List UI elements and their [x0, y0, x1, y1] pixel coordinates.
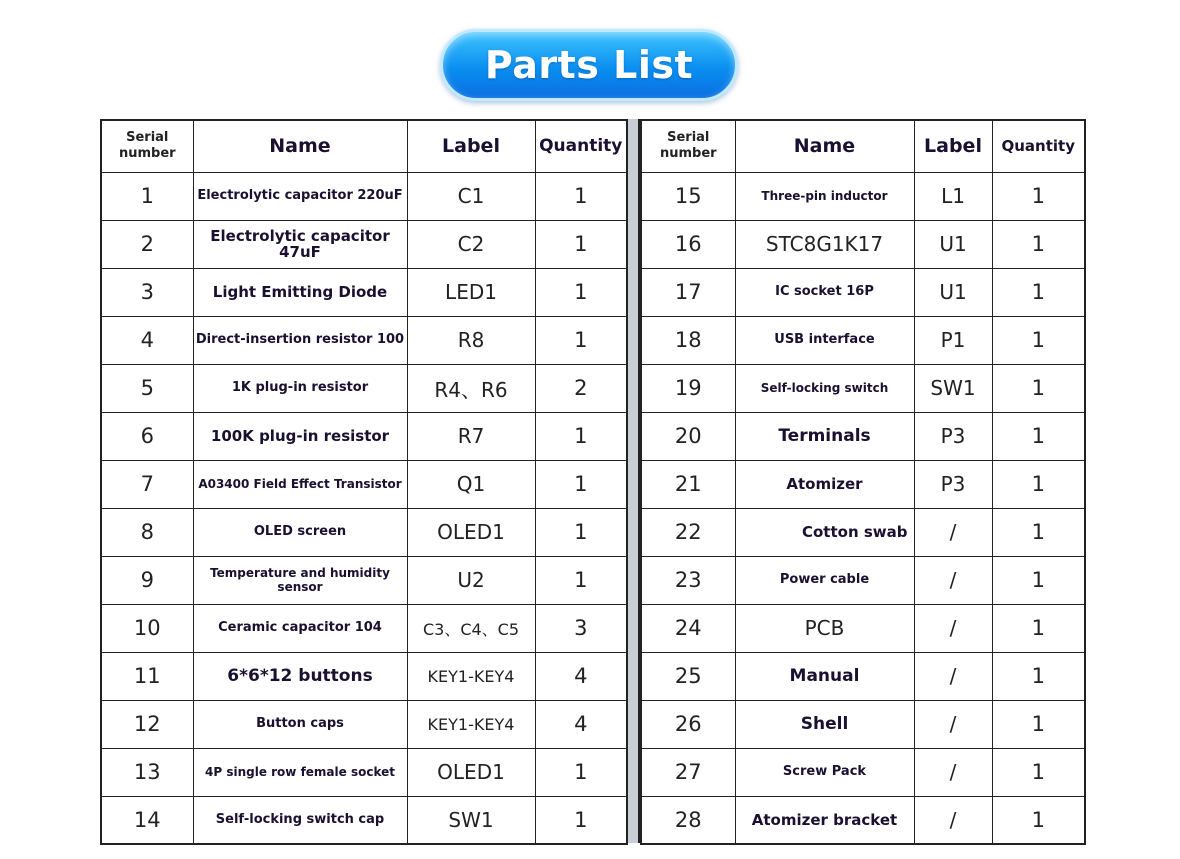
quantity-cell: 1 [992, 556, 1085, 604]
serial-cell: 1 [101, 172, 193, 220]
table-row [641, 604, 1085, 652]
table-row [101, 268, 627, 316]
quantity-cell: 1 [535, 460, 627, 508]
name-cell: Manual [735, 652, 914, 700]
name-cell: 100K plug-in resistor [193, 412, 407, 460]
table-row [641, 556, 1085, 604]
table-row [101, 700, 627, 748]
serial-cell: 27 [641, 748, 735, 796]
name-cell: Terminals [735, 412, 914, 460]
column-divider [626, 119, 640, 843]
table-header-row [101, 120, 627, 172]
quantity-cell: 1 [535, 172, 627, 220]
name-cell: Screw Pack [735, 748, 914, 796]
name-cell: STC8G1K17 [735, 220, 914, 268]
header-serial-number: Serial number [101, 120, 193, 172]
quantity-cell: 1 [992, 652, 1085, 700]
serial-cell: 13 [101, 748, 193, 796]
label-cell: U1 [914, 268, 992, 316]
quantity-cell: 1 [992, 316, 1085, 364]
name-cell: Three-pin inductor [735, 172, 914, 220]
serial-cell: 21 [641, 460, 735, 508]
header-label: Label [407, 120, 535, 172]
label-cell: / [914, 508, 992, 556]
serial-cell: 4 [101, 316, 193, 364]
quantity-cell: 1 [535, 220, 627, 268]
quantity-cell: 1 [992, 220, 1085, 268]
quantity-cell: 1 [992, 700, 1085, 748]
serial-cell: 25 [641, 652, 735, 700]
header-name: Name [735, 120, 914, 172]
name-cell: OLED screen [193, 508, 407, 556]
label-cell: U1 [914, 220, 992, 268]
name-cell: PCB [735, 604, 914, 652]
label-cell: L1 [914, 172, 992, 220]
table-row [101, 748, 627, 796]
quantity-cell: 1 [992, 412, 1085, 460]
table-row [641, 652, 1085, 700]
title-banner [440, 29, 738, 101]
serial-cell: 15 [641, 172, 735, 220]
label-cell: OLED1 [407, 508, 535, 556]
label-cell: P3 [914, 460, 992, 508]
quantity-cell: 2 [535, 364, 627, 412]
label-cell: / [914, 700, 992, 748]
serial-cell: 2 [101, 220, 193, 268]
serial-cell: 7 [101, 460, 193, 508]
table-row [101, 460, 627, 508]
serial-cell: 8 [101, 508, 193, 556]
label-cell: / [914, 652, 992, 700]
name-cell: Shell [735, 700, 914, 748]
name-cell: 1K plug-in resistor [193, 364, 407, 412]
serial-cell: 6 [101, 412, 193, 460]
table-row [101, 652, 627, 700]
quantity-cell: 1 [535, 556, 627, 604]
label-cell: OLED1 [407, 748, 535, 796]
table-header-row [641, 120, 1085, 172]
label-cell: P3 [914, 412, 992, 460]
name-cell: Power cable [735, 556, 914, 604]
quantity-cell: 1 [535, 412, 627, 460]
quantity-cell: 1 [992, 508, 1085, 556]
table-row [641, 364, 1085, 412]
parts-table-right [640, 119, 1086, 845]
name-cell: Self-locking switch cap [193, 796, 407, 844]
serial-cell: 19 [641, 364, 735, 412]
header-label: Label [914, 120, 992, 172]
label-cell: LED1 [407, 268, 535, 316]
table-row [641, 316, 1085, 364]
table-row [641, 220, 1085, 268]
name-cell: USB interface [735, 316, 914, 364]
table-row [641, 268, 1085, 316]
serial-cell: 24 [641, 604, 735, 652]
serial-cell: 9 [101, 556, 193, 604]
table-row [101, 364, 627, 412]
name-cell: A03400 Field Effect Transistor [193, 460, 407, 508]
quantity-cell: 3 [535, 604, 627, 652]
quantity-cell: 1 [535, 796, 627, 844]
label-cell: R4、R6 [407, 364, 535, 412]
serial-cell: 5 [101, 364, 193, 412]
serial-cell: 23 [641, 556, 735, 604]
label-cell: Q1 [407, 460, 535, 508]
table-row [101, 412, 627, 460]
parts-table-left [100, 119, 628, 845]
quantity-cell: 1 [992, 748, 1085, 796]
table-row [101, 556, 627, 604]
label-cell: R8 [407, 316, 535, 364]
name-cell: Ceramic capacitor 104 [193, 604, 407, 652]
header-name: Name [193, 120, 407, 172]
header-quantity: Quantity [535, 120, 627, 172]
serial-cell: 10 [101, 604, 193, 652]
quantity-cell: 4 [535, 652, 627, 700]
page-title: Parts List [484, 43, 694, 87]
label-cell: C3、C4、C5 [407, 604, 535, 652]
name-cell: Electrolytic capacitor 220uF [193, 172, 407, 220]
name-cell: 6*6*12 buttons [193, 652, 407, 700]
label-cell: / [914, 796, 992, 844]
quantity-cell: 1 [992, 460, 1085, 508]
name-cell: Button caps [193, 700, 407, 748]
serial-cell: 3 [101, 268, 193, 316]
quantity-cell: 4 [535, 700, 627, 748]
label-cell: / [914, 748, 992, 796]
serial-cell: 22 [641, 508, 735, 556]
serial-cell: 11 [101, 652, 193, 700]
name-cell: Atomizer bracket [735, 796, 914, 844]
name-cell: Electrolytic capacitor 47uF [193, 220, 407, 268]
name-cell: Atomizer [735, 460, 914, 508]
table-row [101, 220, 627, 268]
label-cell: C2 [407, 220, 535, 268]
label-cell: / [914, 604, 992, 652]
serial-cell: 16 [641, 220, 735, 268]
label-cell: KEY1-KEY4 [407, 700, 535, 748]
label-cell: P1 [914, 316, 992, 364]
table-row [101, 508, 627, 556]
header-quantity: Quantity [992, 120, 1085, 172]
quantity-cell: 1 [992, 796, 1085, 844]
name-cell: Temperature and humidity sensor [193, 556, 407, 604]
quantity-cell: 1 [535, 316, 627, 364]
serial-cell: 18 [641, 316, 735, 364]
serial-cell: 26 [641, 700, 735, 748]
quantity-cell: 1 [992, 604, 1085, 652]
label-cell: SW1 [914, 364, 992, 412]
label-cell: KEY1-KEY4 [407, 652, 535, 700]
table-row [101, 604, 627, 652]
name-cell: Light Emitting Diode [193, 268, 407, 316]
table-row [641, 172, 1085, 220]
table-row [101, 316, 627, 364]
table-row [641, 700, 1085, 748]
table-row [641, 748, 1085, 796]
serial-cell: 14 [101, 796, 193, 844]
label-cell: SW1 [407, 796, 535, 844]
label-cell: / [914, 556, 992, 604]
table-row [641, 796, 1085, 844]
parts-list-tables [100, 119, 1084, 843]
label-cell: U2 [407, 556, 535, 604]
table-row [101, 172, 627, 220]
quantity-cell: 1 [992, 364, 1085, 412]
table-row [641, 508, 1085, 556]
label-cell: R7 [407, 412, 535, 460]
table-row [641, 412, 1085, 460]
name-cell: IC socket 16P [735, 268, 914, 316]
name-cell: Self-locking switch [735, 364, 914, 412]
quantity-cell: 1 [992, 268, 1085, 316]
name-cell: 4P single row female socket [193, 748, 407, 796]
serial-cell: 17 [641, 268, 735, 316]
serial-cell: 28 [641, 796, 735, 844]
serial-cell: 20 [641, 412, 735, 460]
quantity-cell: 1 [992, 172, 1085, 220]
name-cell: Cotton swab [735, 508, 914, 556]
label-cell: C1 [407, 172, 535, 220]
quantity-cell: 1 [535, 508, 627, 556]
quantity-cell: 1 [535, 748, 627, 796]
header-serial-number: Serial number [641, 120, 735, 172]
quantity-cell: 1 [535, 268, 627, 316]
name-cell: Direct-insertion resistor 100 [193, 316, 407, 364]
table-row [101, 796, 627, 844]
serial-cell: 12 [101, 700, 193, 748]
table-row [641, 460, 1085, 508]
